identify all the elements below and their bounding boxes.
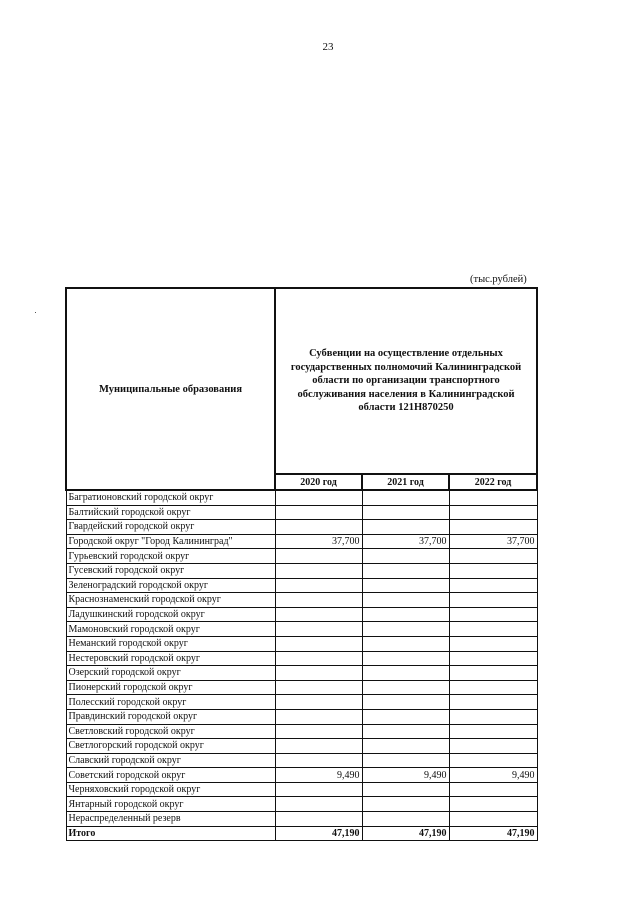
value-2022: 37,700	[449, 534, 537, 549]
table-row	[66, 680, 537, 695]
table-row	[66, 797, 537, 812]
value-2020: 37,700	[275, 534, 362, 549]
table-row	[66, 651, 537, 666]
value-2022	[449, 680, 537, 695]
value-2022	[449, 490, 537, 505]
table-row	[66, 490, 537, 505]
page-number: 23	[322, 41, 334, 53]
total-row	[66, 826, 537, 841]
value-2020	[275, 490, 362, 505]
municipal-header: Муниципальные образования	[66, 288, 275, 490]
table-row	[66, 666, 537, 681]
value-2020	[275, 607, 362, 622]
table-row	[66, 753, 537, 768]
value-2022	[449, 782, 537, 797]
total-2021: 47,190	[362, 826, 449, 841]
value-2020	[275, 782, 362, 797]
value-2022	[449, 739, 537, 754]
municipality-name: Советский городской округ	[66, 768, 275, 783]
value-2022	[449, 797, 537, 812]
value-2020	[275, 739, 362, 754]
value-2020	[275, 563, 362, 578]
municipality-name: Мамоновский городской округ	[66, 622, 275, 637]
municipality-name: Краснознаменский городской округ	[66, 593, 275, 608]
municipality-name: Полесский городской округ	[66, 695, 275, 710]
value-2022	[449, 593, 537, 608]
municipality-name: Городской округ "Город Калининград"	[66, 534, 275, 549]
municipality-name: Неманский городской округ	[66, 636, 275, 651]
municipality-name: Гусевский городской округ	[66, 563, 275, 578]
value-2021	[362, 753, 449, 768]
subsidy-header: Субвенции на осуществление отдельных государственных полномочий Калининградской области по организации транспортного обслуживания населения в Калининградской области 121Н870250	[275, 288, 537, 474]
value-2022	[449, 622, 537, 637]
table-row	[66, 782, 537, 797]
table-row	[66, 739, 537, 754]
value-2021	[362, 812, 449, 827]
table-row	[66, 724, 537, 739]
year-2020-header: 2020 год	[275, 474, 362, 490]
total-2022: 47,190	[449, 826, 537, 841]
value-2022	[449, 695, 537, 710]
value-2021: 9,490	[362, 768, 449, 783]
value-2021	[362, 593, 449, 608]
table-row	[66, 812, 537, 827]
municipality-name: Черняховский городской округ	[66, 782, 275, 797]
value-2020	[275, 680, 362, 695]
value-2022	[449, 651, 537, 666]
municipality-name: Правдинский городской округ	[66, 709, 275, 724]
value-2021	[362, 695, 449, 710]
municipality-name: Пионерский городской округ	[66, 680, 275, 695]
value-2021	[362, 505, 449, 520]
table-row	[66, 505, 537, 520]
value-2021	[362, 490, 449, 505]
subsidy-table	[65, 287, 538, 841]
value-2020	[275, 636, 362, 651]
municipality-name: Гурьевский городской округ	[66, 549, 275, 564]
value-2021	[362, 651, 449, 666]
year-2022-header: 2022 год	[449, 474, 537, 490]
value-2020	[275, 709, 362, 724]
value-2022	[449, 812, 537, 827]
table-row	[66, 607, 537, 622]
municipality-name: Янтарный городской округ	[66, 797, 275, 812]
value-2020	[275, 651, 362, 666]
value-2021	[362, 797, 449, 812]
value-2021	[362, 549, 449, 564]
value-2021	[362, 724, 449, 739]
table-row	[66, 563, 537, 578]
municipality-name: Озерский городской округ	[66, 666, 275, 681]
table-row	[66, 636, 537, 651]
value-2021: 37,700	[362, 534, 449, 549]
municipality-name: Гвардейский городской округ	[66, 520, 275, 535]
municipality-name: Зеленоградский городской округ	[66, 578, 275, 593]
table-row	[66, 768, 537, 783]
table-row	[66, 520, 537, 535]
table-row	[66, 695, 537, 710]
value-2021	[362, 680, 449, 695]
value-2020	[275, 622, 362, 637]
value-2020	[275, 695, 362, 710]
table-row	[66, 709, 537, 724]
value-2021	[362, 563, 449, 578]
municipality-name: Нераспределенный резерв	[66, 812, 275, 827]
value-2020	[275, 578, 362, 593]
value-2021	[362, 607, 449, 622]
value-2022	[449, 724, 537, 739]
table-row	[66, 622, 537, 637]
value-2022	[449, 709, 537, 724]
value-2021	[362, 739, 449, 754]
municipality-name: Балтийский городской округ	[66, 505, 275, 520]
table-row	[66, 593, 537, 608]
value-2022	[449, 753, 537, 768]
municipality-name: Багратионовский городской округ	[66, 490, 275, 505]
units-label: (тыс.рублей)	[470, 274, 527, 285]
value-2021	[362, 520, 449, 535]
value-2022	[449, 520, 537, 535]
total-2020: 47,190	[275, 826, 362, 841]
value-2022	[449, 578, 537, 593]
value-2022	[449, 549, 537, 564]
value-2021	[362, 666, 449, 681]
municipality-name: Славский городской округ	[66, 753, 275, 768]
value-2022	[449, 636, 537, 651]
value-2020	[275, 797, 362, 812]
value-2020: 9,490	[275, 768, 362, 783]
value-2020	[275, 520, 362, 535]
municipality-name: Нестеровский городской округ	[66, 651, 275, 666]
value-2021	[362, 622, 449, 637]
municipality-name: Ладушкинский городской округ	[66, 607, 275, 622]
value-2020	[275, 753, 362, 768]
value-2022	[449, 607, 537, 622]
value-2022	[449, 563, 537, 578]
scan-speck	[35, 312, 36, 313]
table-row	[66, 549, 537, 564]
value-2021	[362, 578, 449, 593]
value-2020	[275, 724, 362, 739]
municipality-name: Светловский городской округ	[66, 724, 275, 739]
year-2021-header: 2021 год	[362, 474, 449, 490]
municipality-name: Светлогорский городской округ	[66, 739, 275, 754]
value-2020	[275, 593, 362, 608]
table-header-row	[66, 288, 537, 474]
value-2021	[362, 636, 449, 651]
value-2021	[362, 782, 449, 797]
value-2020	[275, 812, 362, 827]
value-2022	[449, 666, 537, 681]
table-row	[66, 534, 537, 549]
value-2022	[449, 505, 537, 520]
value-2020	[275, 666, 362, 681]
value-2020	[275, 549, 362, 564]
value-2022: 9,490	[449, 768, 537, 783]
total-label: Итого	[66, 826, 275, 841]
value-2020	[275, 505, 362, 520]
value-2021	[362, 709, 449, 724]
table-row	[66, 578, 537, 593]
